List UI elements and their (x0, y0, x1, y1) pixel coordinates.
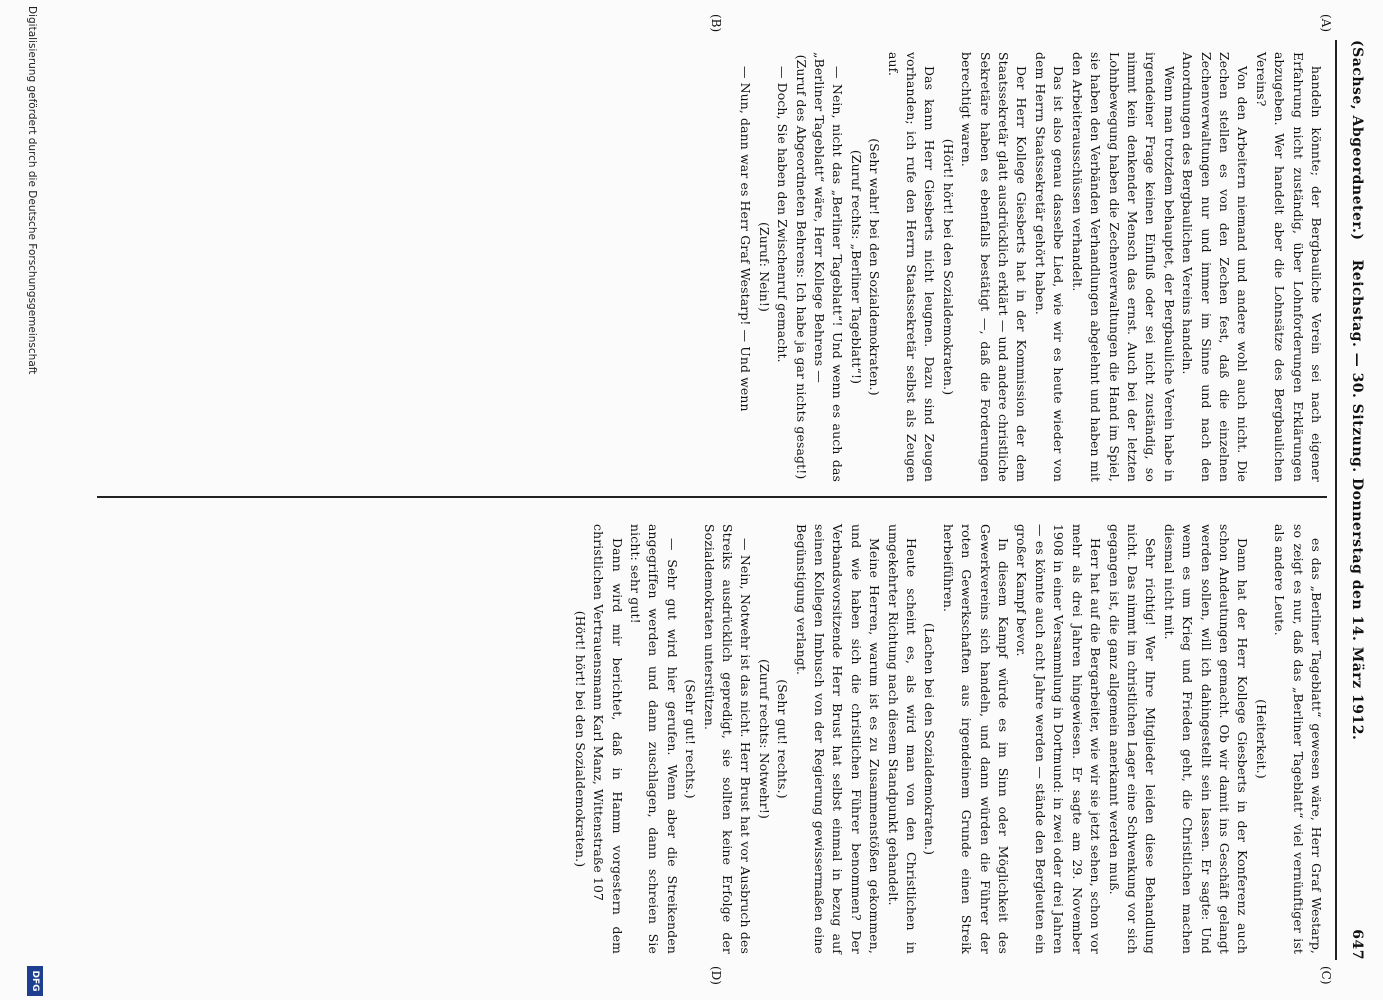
paragraph: Das kann Herr Giesberts nicht leugnen. Dazu sind Zeugen vorhanden; ich rufe den Herrn Staatssekretär selbst als Zeugen auf. (885, 52, 938, 482)
margin-mark-a: (A) (1319, 14, 1333, 33)
paragraph: — Nein, Notwehr ist das nicht. Herr Brust hat vor Ausbruch des Streiks ausdrücklich gepredigt, sie sollten keine Erfolge der Sozialdemokraten unterstützen. (701, 524, 754, 954)
paragraph: (Lachen bei den Sozialdemokraten.) (922, 622, 938, 856)
margin-mark-d: (D) (709, 966, 723, 985)
paragraph: (Heiterkeit.) (1253, 699, 1269, 779)
paragraph: — Nein, nicht das „Berliner Tageblatt“! Und wenn es auch das „Berliner Tageblatt“ wäre, Herr Kollege Behrens — (812, 52, 846, 482)
column-rule (97, 496, 1327, 498)
paragraph: (Hört! hört! bei den Sozialdemokraten.) (572, 610, 588, 868)
paragraph: Das ist also genau dasselbe Lied, wie wir es heute wieder von dem Herrn Staatssekretär gehört haben. (1032, 52, 1067, 482)
paragraph: (Zuruf: Nein!) (756, 221, 772, 313)
paragraph: es das „Berliner Tageblatt“ gewesen wäre, Herr Graf Westarp, so zeigt es nur, daß das „Berliner Tageblatt“ viel vernünftiger ist als andere Leute. (1272, 524, 1324, 954)
right-text-column (570, 524, 1325, 954)
header-speaker: (Sachse, Abgeordneter.) (1349, 40, 1365, 241)
paragraph: In diesem Kampf würde es im Sinn oder Möglichkeit des Gewerkvereins sich handeln, und dann würden die Führer der roten Gewerkschaften aus irgendeinem Grunde einen Streik herbeiführen. (940, 524, 1012, 954)
paragraph: (Sehr gut! rechts.) (775, 679, 791, 799)
paragraph: Sehr richtig! Wer Ihre Mitglieder leiden diese Behandlung nicht. Das nimmt im christlichen Lager eine Schwenkung vor sich gegangen ist, die ganz allgemein anerkannt werden muß. (1106, 524, 1159, 954)
paragraph: Von den Arbeitern niemand und andere wohl auch nicht. Die Zechen stellen es von den Zechen fest, daß die einzelnen Zechenverwaltungen nur und immer im Sinne und nach den Anordnungen des Bergbaulichen Vereins handeln. (1180, 52, 1251, 482)
paragraph: Dann wird mir berichtet, daß in Hamm vorgestern dem christlichen Vertrauensmann Karl Manz, Wittenstraße 107 (591, 524, 625, 954)
page-header (1341, 40, 1365, 960)
paragraph: Herr hat auf die Bergarbeiter, wie wir sie jetzt sehen, schon vor mehr als drei Jahren hingewiesen. Er sagte am 29. November 1908 in einer Versammlung in Dortmund: in zwei oder drei Jahren — es könnte auch acht Jahre werden — stände den Bergleuten ein großer Kampf bevor. (1014, 524, 1104, 954)
paragraph: — Doch, Sie haben den Zwischenruf gemacht. (775, 66, 791, 363)
left-text-column (736, 52, 1325, 482)
paragraph: (Sehr wahr! bei den Sozialdemokraten.) (867, 138, 883, 396)
page-title: Reichstag. — 30. Sitzung. Donnerstag den 14. März 1912. (1349, 259, 1365, 741)
margin-mark-c: (C) (1319, 966, 1333, 985)
margin-mark-b: (B) (709, 14, 723, 33)
paragraph: Heute scheint es, als wird man von den Christlichen in umgekehrter Richtung nach diesem Standpunkt gehandelt. (885, 524, 920, 954)
paragraph: — Sehr gut wird hier gerufen. Wenn aber die Streikenden angegriffen werden und dann zuschlagen, dann schreien Sie nicht: sehr gut! (627, 524, 680, 954)
paragraph: (Zuruf rechts: Notwehr!) (756, 658, 772, 819)
footer-credit: Digitalisierung gefördert durch die Deutsche Forschungsgemeinschaft (26, 6, 38, 375)
dfg-logo: DFG (27, 966, 43, 996)
paragraph: handeln könnte; der Bergbauliche Verein sei nach eigener Erfahrung nicht zuständig, über Lohnforderungen Erklärungen abzugeben. Wer handelt aber die Lohnsätze des Bergbaulichen Vereins? (1253, 52, 1324, 482)
paragraph: — Nun, dann war es Herr Graf Westarp! — Und wenn (738, 66, 754, 412)
paragraph: Dann hat der Herr Kollege Giesberts in der Konferenz auch schon Andeutungen gemacht. Ob wir damit ins Geschäft gelangt werden sollen, will ich dahingestellt sein lassen. Er sagte: Und wenn es um Krieg und Frieden geht, die Christlichen machen diesmal nicht mit. (1161, 524, 1251, 954)
paragraph: Meine Herren, warum ist es zu Zusammenstößen gekommen, und wie haben sich die christlichen Führer benommen? Der Verbandsvorsitzende Herr Brust hat selbst einmal in bezug auf seinen Kollegen Imbusch von der Regierung gewissermaßen eine Begünstigung verlangt. (793, 524, 883, 954)
header-rule (1335, 40, 1337, 960)
paragraph: Der Herr Kollege Giesberts hat in der Kommission der dem Staatssekretär glatt ausdrücklich erklärt — und andere christliche Sekretäre haben es ebenfalls bestätigt —, daß die Forderungen berechtigt waren. (959, 52, 1030, 482)
paragraph: Wenn man trotzdem behauptet, der Bergbauliche Verein habe in irgendeiner Frage keinen Einfluß oder sei nicht zuständig, so nimmt kein denkender Mensch das ernst. Auch bei der letzten Lohnbewegung haben die Zechenverwaltungen die Hand im Spiel, sie haben den Verbänden Verhandlungen abgelehnt und haben mit den Arbeiterausschüssen verhandelt. (1069, 52, 1177, 482)
paragraph: (Sehr gut! rechts.) (683, 679, 699, 799)
paragraph: (Hört! hört! bei den Sozialdemokraten.) (940, 138, 956, 396)
paragraph: (Zuruf des Abgeordneten Behrens: Ich habe ja gar nichts gesagt!) (793, 54, 809, 480)
page-number: 647 (1349, 929, 1365, 960)
paragraph: (Zuruf rechts: „Berliner Tageblatt“!) (848, 149, 864, 385)
